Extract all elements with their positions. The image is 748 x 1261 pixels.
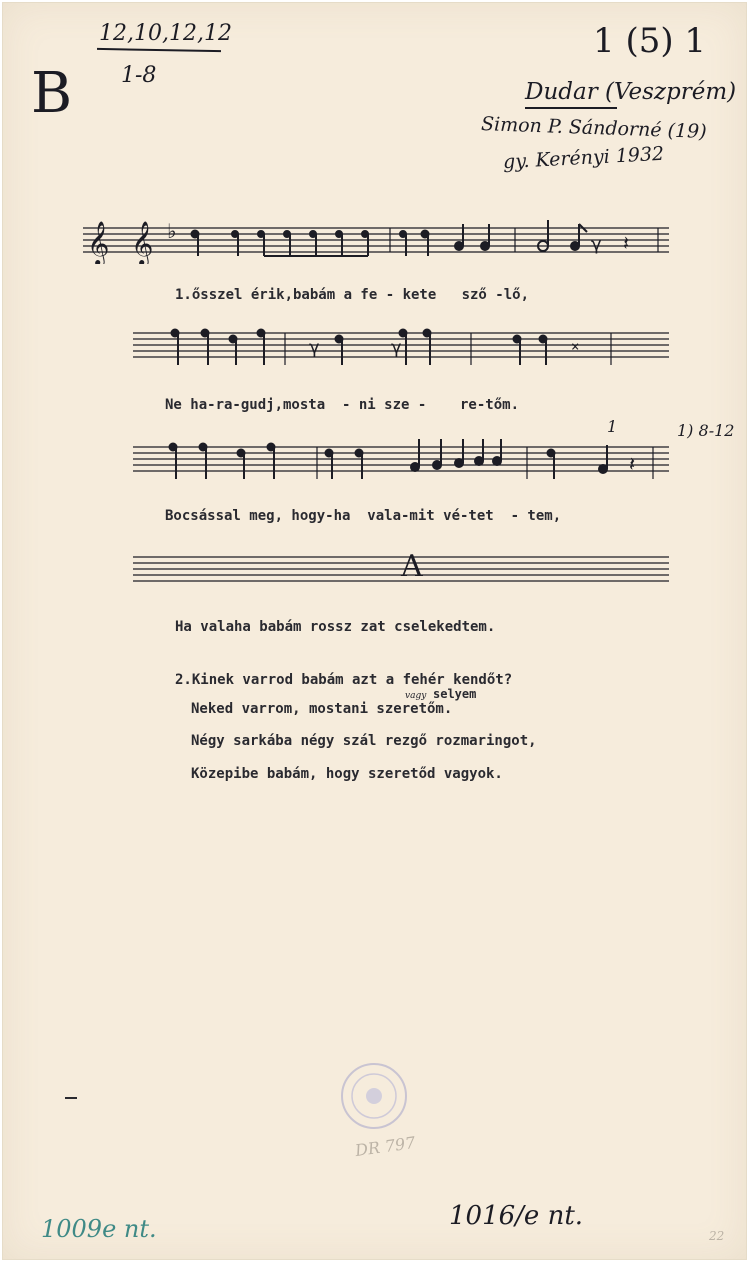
singer-name: Simon P. Sándorné (19): [480, 113, 707, 143]
svg-text:γ: γ: [591, 234, 602, 255]
place-underline: [525, 107, 617, 109]
svg-text:𝄽: 𝄽: [629, 452, 636, 476]
music-staff-2: [133, 325, 669, 365]
lyrics-line-2: Ne ha-ra-gudj,mosta - ni sze - re-tőm.: [165, 397, 520, 413]
handwritten-code: 12,10,12,12: [99, 21, 232, 46]
svg-text:𝄞: 𝄞: [131, 221, 154, 264]
verse-line-4: Ha valaha babám rossz zat cselekedtem.: [175, 619, 496, 635]
verse2-line-2: Neked varrom, mostani szeretőm.: [191, 701, 453, 717]
svg-text:γ: γ: [391, 337, 402, 358]
library-stamp: [339, 1061, 409, 1131]
catalog-number: 1 (5) 1: [593, 21, 707, 61]
marginal-range: 1) 8-12: [677, 421, 735, 440]
verse2-line-1: 2.Kinek varrod babám azt a fehér kendőt?: [175, 672, 513, 688]
archival-sheet: [2, 2, 747, 1260]
margin-dash: [65, 1097, 77, 1099]
handwritten-range: 1-8: [121, 63, 157, 88]
svg-text:γ: γ: [309, 337, 320, 358]
svg-text:𝄽: 𝄽: [623, 231, 630, 255]
lyrics-line-3: Bocsással meg, hogy-ha vala-mit vé-tet - tem,: [165, 508, 562, 524]
faint-page-mark: 22: [709, 1229, 725, 1243]
code-underline: [97, 48, 221, 52]
marginal-mark-1: 1: [607, 417, 618, 436]
inventory-number-left: 1009e nt.: [41, 1215, 157, 1243]
music-staff-3: [133, 439, 669, 479]
svg-text:×: ×: [571, 339, 580, 355]
music-staff-1: [83, 220, 669, 264]
svg-text:♭: ♭: [167, 220, 177, 243]
series-letter: B: [31, 61, 73, 126]
staff-letter-a: A: [401, 549, 423, 584]
verse2-alternative-word: selyem: [433, 687, 477, 701]
stamp-number: DR 797: [353, 1132, 417, 1161]
lyrics-line-1: 1.ősszel érik,babám a fe - kete sző -lő,: [175, 287, 530, 303]
place-name: Dudar (Veszprém): [525, 79, 737, 105]
verse2-line-4: Közepibe babám, hogy szeretőd vagyok.: [191, 766, 503, 782]
inventory-number-center: 1016/e nt.: [449, 1201, 584, 1231]
collector-name: gy. Kerényi 1932: [502, 142, 665, 174]
svg-text:𝄞: 𝄞: [87, 221, 110, 264]
verse2-line-3: Négy sarkába négy szál rezgő rozmaringot,: [191, 733, 537, 749]
variant-note: vagy: [405, 691, 427, 701]
